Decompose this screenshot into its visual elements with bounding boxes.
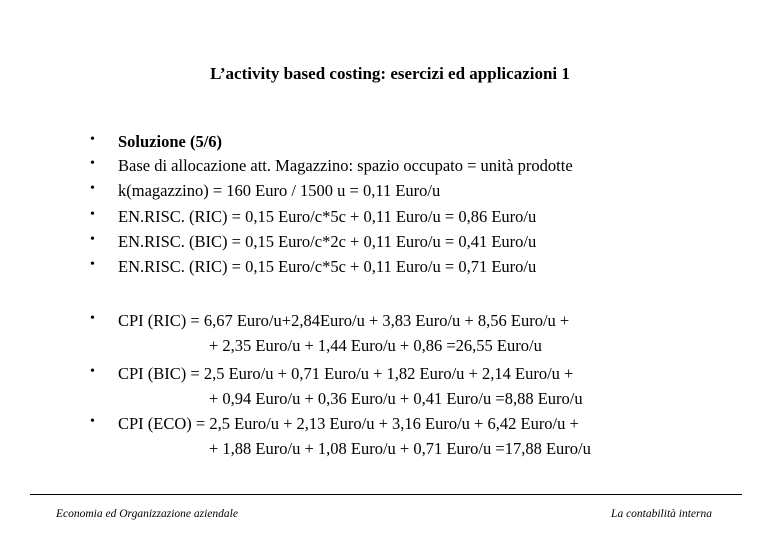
list-item-continuation: + 1,88 Euro/u + 1,08 Euro/u + 0,71 Euro/u =17,88 Euro/u xyxy=(209,439,591,458)
bullet-icon: • xyxy=(90,207,95,222)
bullet-icon: • xyxy=(90,156,95,171)
bullet-icon: • xyxy=(90,311,95,326)
bullet-icon: • xyxy=(90,232,95,247)
slide-title: L’activity based costing: esercizi ed applicazioni 1 xyxy=(210,64,570,83)
bullet-icon: • xyxy=(90,414,95,429)
list-item-continuation: + 0,94 Euro/u + 0,36 Euro/u + 0,41 Euro/u =8,88 Euro/u xyxy=(209,389,583,408)
footer-divider xyxy=(30,494,742,495)
list-item-continuation: + 2,35 Euro/u + 1,44 Euro/u + 0,86 =26,55 Euro/u xyxy=(209,336,542,355)
bullet-icon: • xyxy=(90,132,95,147)
bullet-icon: • xyxy=(90,181,95,196)
bullet-icon: • xyxy=(90,257,95,272)
bullet-icon: • xyxy=(90,364,95,379)
footer-left: Economia ed Organizzazione aziendale xyxy=(56,508,238,520)
footer-right: La contabilità interna xyxy=(611,508,712,520)
